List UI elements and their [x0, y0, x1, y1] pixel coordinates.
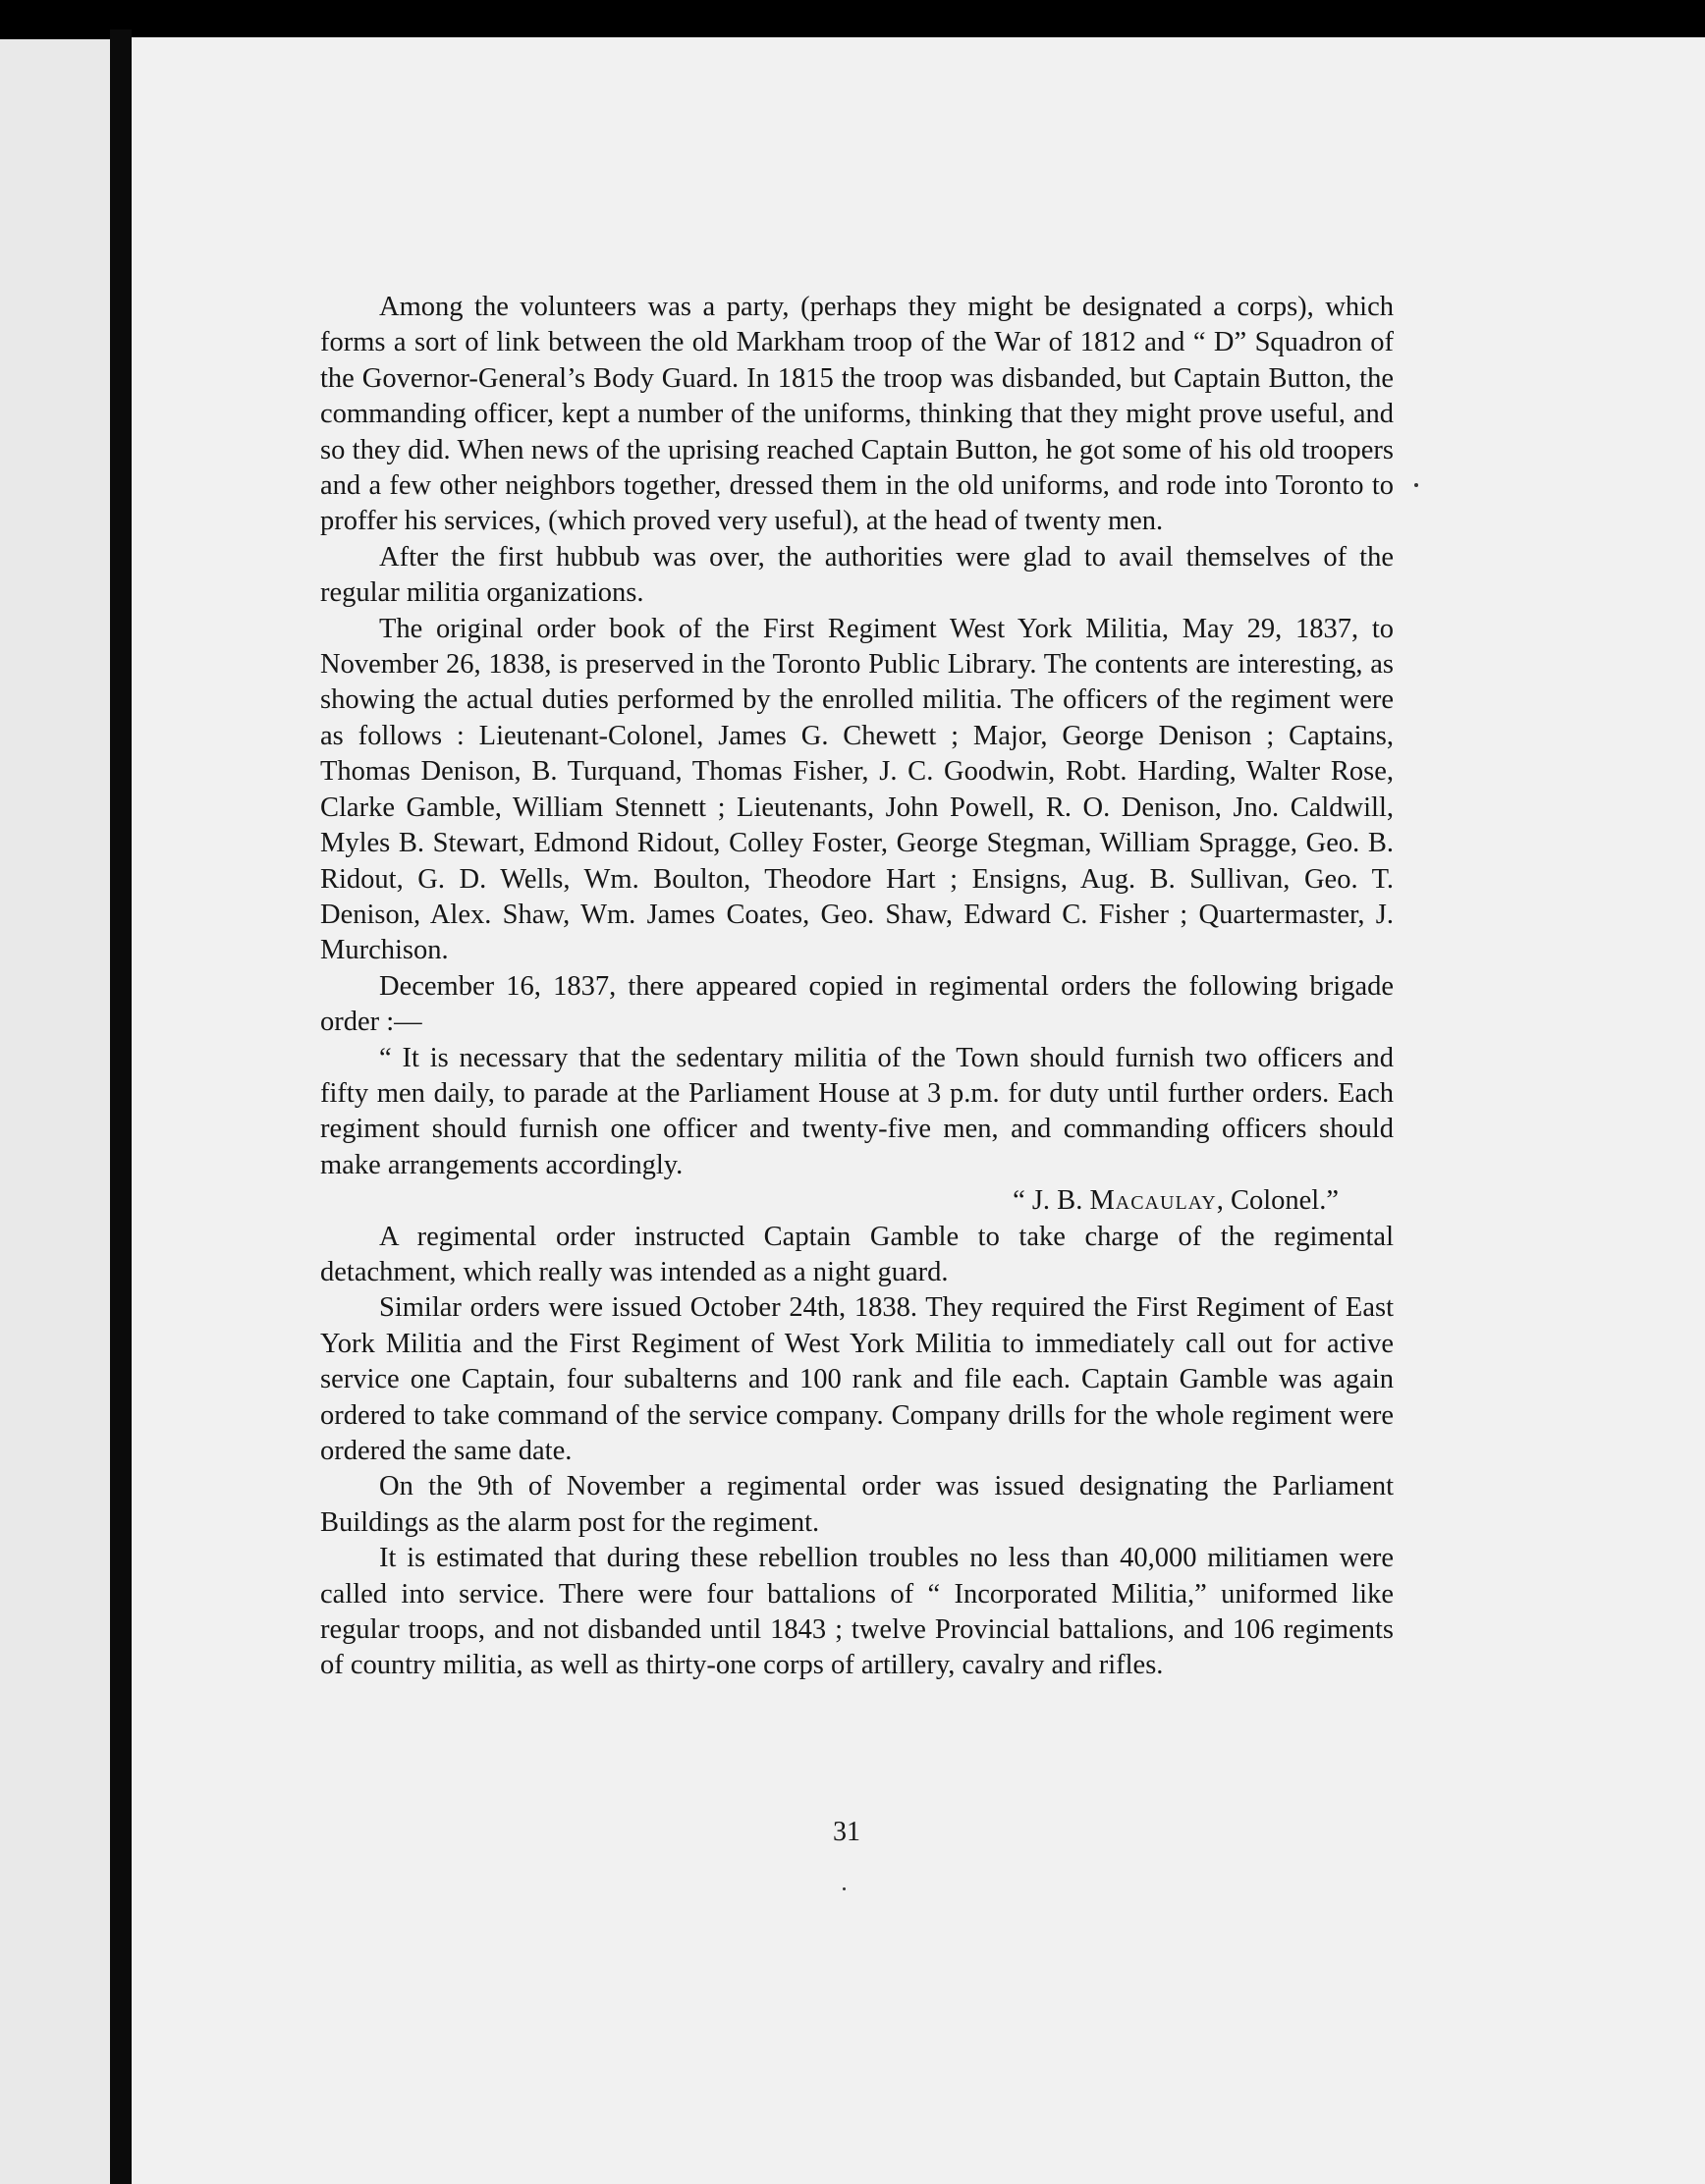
page-number: 31 — [833, 1817, 860, 1847]
paper-speck — [1414, 483, 1418, 487]
signature-name: Macaulay — [1089, 1185, 1217, 1217]
quoted-brigade-order: “ It is necessary that the sedentary militia of the Town should furnish two officers and fifty men daily, to parade at the Parliament House at 3 p.m. for duty until further orders. Each regiment should furnish one officer and twenty-five men, and commanding officers should make arrangements accordingly. — [320, 1042, 1394, 1180]
paragraph-hubbub: After the first hubbub was over, the authorities were glad to avail themselves of the regular militia organizations. — [320, 541, 1394, 609]
signature-open: “ J. B. — [1013, 1185, 1090, 1217]
facing-page-edge — [0, 39, 110, 2184]
paragraph-order-book: The original order book of the First Regiment West York Militia, May 29, 1837, to November 26, 1838, is preserved in the Toronto Public Library. The contents are interesting, as showing the actual duties performed by the enrolled militia. The officers of the regiment were as follows : Lieutenant-Colonel, James G. Chewett ; Major, George Denison ; Captains, Thomas Denison, B. Turquand, Thomas Fisher, J. C. Goodwin, Robt. Harding, Walter Rose, Clarke Gamble, William Stennett ; Lieutenants, John Powell, R. O. Denison, Jno. Caldwill, Myles B. Stewart, Edmond Ridout, Colley Foster, George Stegman, William Spragge, Geo. B. Ridout, G. D. Wells, Wm. Boulton, Theodore Hart ; Ensigns, Aug. B. Sullivan, Geo. T. Denison, Alex. Shaw, Wm. James Coates, Geo. Shaw, Edward C. Fisher ; Quartermaster, J. Murchison. — [320, 613, 1394, 966]
page-body — [320, 290, 1394, 1684]
paragraph-similar-orders: Similar orders were issued October 24th, 1838. They required the First Regiment of East York Militia and the First Regiment of West York Militia to immediately call out for active service one Captain, four subalterns and 100 rank and file each. Captain Gamble was again ordered to take command of the service company. Company drills for the whole regiment were ordered the same date. — [320, 1292, 1394, 1466]
paper-speck — [843, 1887, 846, 1890]
signature-close: , Colonel.” — [1216, 1185, 1339, 1217]
paragraph-alarm-post: On the 9th of November a regimental order was issued designating the Parliament Buildings as the alarm post for the regiment. — [320, 1471, 1394, 1538]
paragraph-militiamen-estimate: It is estimated that during these rebellion troubles no less than 40,000 militiamen were called into service. There were four battalions of “ Incorporated Militia,” uniformed like regular troops, and not disbanded until 1843 ; twelve Provincial battalions, and 106 regiments of country militia, as well as thirty-one corps of artillery, cavalry and rifles. — [320, 1543, 1394, 1681]
paragraph-markham-troop: Among the volunteers was a party, (perhaps they might be designated a corps), which forms a sort of link between the old Markham troop of the War of 1812 and “ D” Squadron of the Governor-General’s Body Guard. In 1815 the troop was disbanded, but Captain Button, the commanding officer, kept a number of the uniforms, thinking that they might prove useful, and so they did. When news of the uprising reached Captain Button, he got some of his old troopers and a few other neighbors together, dressed them in the old uniforms, and rode into Toronto to proffer his services, (which proved very useful), at the head of twenty men. — [320, 292, 1394, 537]
paragraph-captain-gamble: A regimental order instructed Captain Gamble to take charge of the regimental detachment, which really was intended as a night guard. — [320, 1221, 1394, 1287]
book-spine-shadow — [110, 29, 132, 2184]
paragraph-brigade-order-intro: December 16, 1837, there appeared copied in regimental orders the following brigade order :— — [320, 970, 1394, 1038]
signature-line — [320, 1183, 1394, 1219]
